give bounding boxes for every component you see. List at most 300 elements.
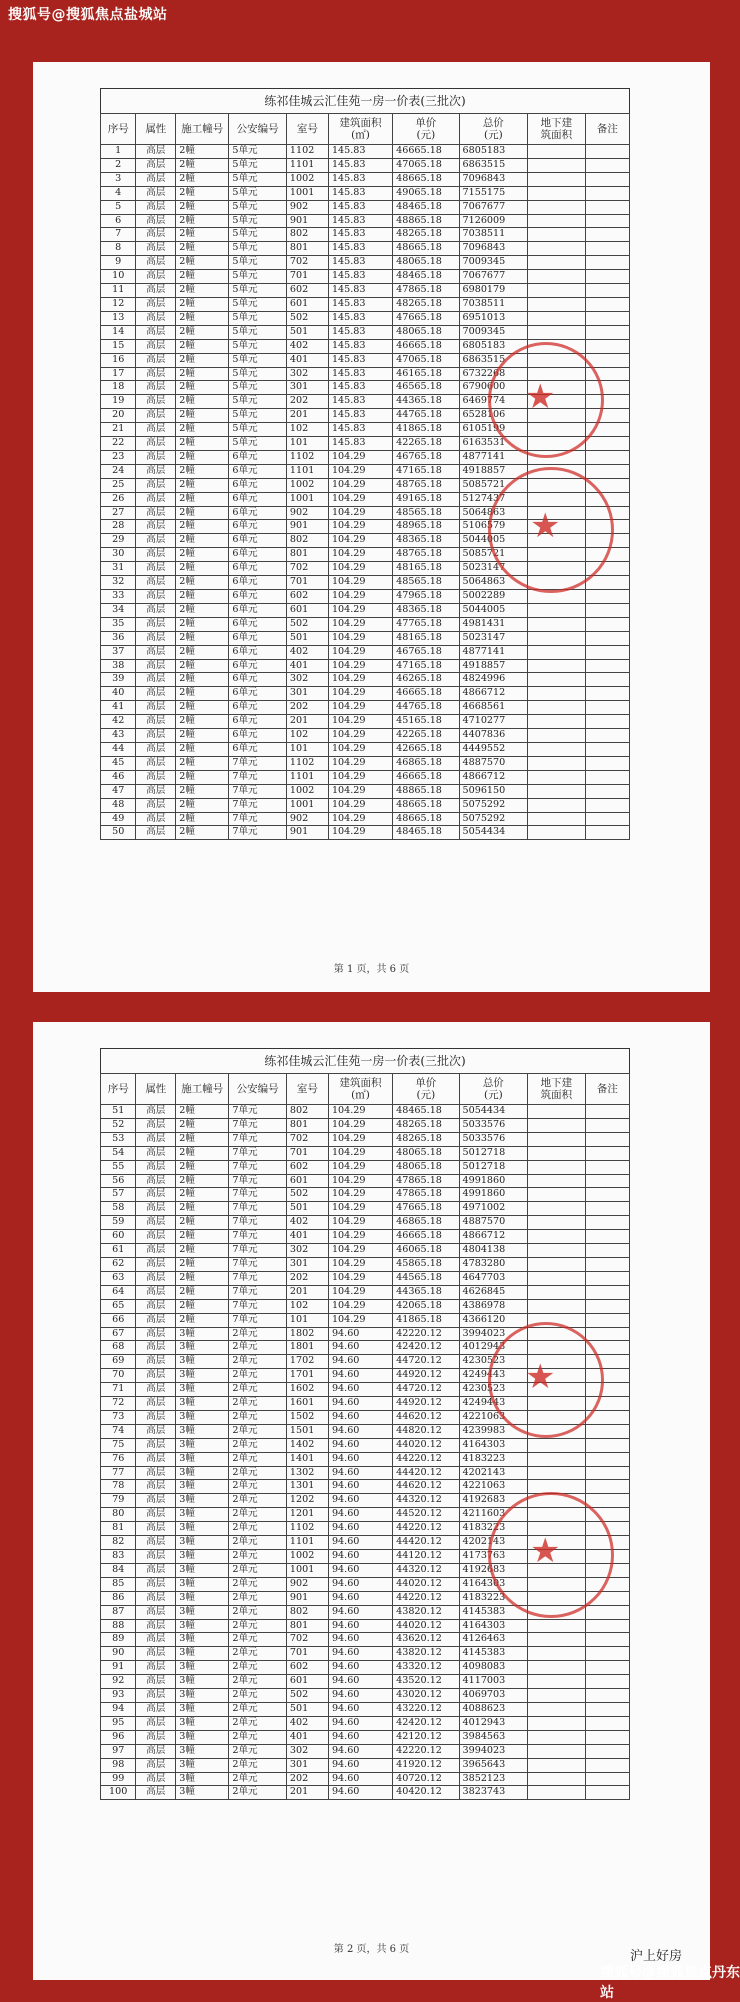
cell-note: [585, 1494, 629, 1508]
cell-note: [585, 1772, 629, 1786]
cell-basement: [528, 1647, 586, 1661]
cell-type: 高层: [136, 1355, 176, 1369]
cell-building: 2幢: [176, 673, 229, 687]
cell-type: 高层: [136, 395, 176, 409]
cell-area: 145.83: [328, 186, 392, 200]
cell-room: 301: [286, 687, 328, 701]
cell-note: [585, 1689, 629, 1703]
cell-room: 1602: [286, 1383, 328, 1397]
cell-type: 高层: [136, 1438, 176, 1452]
cell-building: 2幢: [176, 756, 229, 770]
cell-num: 18: [101, 381, 136, 395]
cell-num: 60: [101, 1230, 136, 1244]
table-row: [101, 297, 630, 311]
table-row: [101, 1758, 630, 1772]
cell-unit: 2单元: [229, 1466, 287, 1480]
cell-total: 7038511: [459, 297, 528, 311]
cell-room: 1601: [286, 1397, 328, 1411]
cell-note: [585, 1619, 629, 1633]
cell-room: 402: [286, 1216, 328, 1230]
cell-room: 502: [286, 1689, 328, 1703]
cell-price: 44220.12: [393, 1591, 459, 1605]
cell-type: 高层: [136, 1244, 176, 1258]
cell-building: 2幢: [176, 1118, 229, 1132]
cell-num: 77: [101, 1466, 136, 1480]
cell-total: 5044005: [459, 603, 528, 617]
cell-unit: 2单元: [229, 1424, 287, 1438]
cell-room: 1101: [286, 158, 328, 172]
cell-num: 22: [101, 437, 136, 451]
cell-price: 42420.12: [393, 1341, 459, 1355]
cell-area: 104.29: [328, 492, 392, 506]
cell-building: 2幢: [176, 437, 229, 451]
cell-basement: [528, 1118, 586, 1132]
cell-room: 1201: [286, 1508, 328, 1522]
cell-price: 43820.12: [393, 1647, 459, 1661]
cell-type: 高层: [136, 1216, 176, 1230]
cell-total: 5054434: [459, 826, 528, 840]
cell-room: 602: [286, 590, 328, 604]
cell-room: 502: [286, 617, 328, 631]
cell-total: 4221063: [459, 1480, 528, 1494]
cell-area: 94.60: [328, 1661, 392, 1675]
cell-note: [585, 1188, 629, 1202]
cell-unit: 5单元: [229, 395, 287, 409]
cell-basement: [528, 1689, 586, 1703]
cell-basement: [528, 1202, 586, 1216]
cell-room: 1501: [286, 1424, 328, 1438]
cell-num: 17: [101, 367, 136, 381]
cell-building: 2幢: [176, 548, 229, 562]
cell-note: [585, 701, 629, 715]
cell-room: 402: [286, 339, 328, 353]
cell-building: 2幢: [176, 172, 229, 186]
cell-num: 2: [101, 158, 136, 172]
cell-price: 46865.18: [393, 1216, 459, 1230]
cell-area: 145.83: [328, 381, 392, 395]
cell-type: 高层: [136, 506, 176, 520]
cell-price: 44765.18: [393, 701, 459, 715]
cell-building: 2幢: [176, 659, 229, 673]
cell-room: 1001: [286, 798, 328, 812]
cell-area: 104.29: [328, 1271, 392, 1285]
cell-num: 14: [101, 325, 136, 339]
cell-unit: 5单元: [229, 353, 287, 367]
cell-type: 高层: [136, 242, 176, 256]
cell-total: 4164303: [459, 1619, 528, 1633]
cell-basement: [528, 1257, 586, 1271]
cell-num: 96: [101, 1730, 136, 1744]
cell-num: 31: [101, 562, 136, 576]
cell-note: [585, 1466, 629, 1480]
cell-type: 高层: [136, 186, 176, 200]
cell-type: 高层: [136, 423, 176, 437]
cell-num: 45: [101, 756, 136, 770]
cell-total: 7009345: [459, 325, 528, 339]
cell-type: 高层: [136, 214, 176, 228]
header-room: 室号: [286, 1074, 328, 1105]
cell-basement: [528, 659, 586, 673]
cell-type: 高层: [136, 1341, 176, 1355]
cell-room: 1301: [286, 1480, 328, 1494]
cell-total: 5033576: [459, 1132, 528, 1146]
table-row: [101, 798, 630, 812]
cell-building: 2幢: [176, 798, 229, 812]
cell-unit: 7单元: [229, 784, 287, 798]
cell-note: [585, 1216, 629, 1230]
cell-num: 74: [101, 1424, 136, 1438]
cell-unit: 2单元: [229, 1494, 287, 1508]
cell-room: 1102: [286, 756, 328, 770]
table-row: [101, 784, 630, 798]
cell-area: 104.29: [328, 590, 392, 604]
cell-unit: 7单元: [229, 770, 287, 784]
cell-total: 7155175: [459, 186, 528, 200]
page-footer: 第 1 页，共 6 页: [333, 964, 410, 975]
table-row: [101, 1619, 630, 1633]
cell-building: 3幢: [176, 1550, 229, 1564]
cell-note: [585, 1257, 629, 1271]
cell-basement: [528, 770, 586, 784]
cell-basement: [528, 1105, 586, 1119]
cell-unit: 6单元: [229, 715, 287, 729]
cell-type: 高层: [136, 1188, 176, 1202]
cell-room: 1002: [286, 784, 328, 798]
table-row: [101, 1452, 630, 1466]
cell-price: 48065.18: [393, 325, 459, 339]
cell-type: 高层: [136, 1327, 176, 1341]
cell-area: 94.60: [328, 1369, 392, 1383]
cell-basement: [528, 186, 586, 200]
cell-type: 高层: [136, 645, 176, 659]
cell-num: 72: [101, 1397, 136, 1411]
cell-price: 46665.18: [393, 1230, 459, 1244]
cell-area: 104.29: [328, 506, 392, 520]
cell-price: 44220.12: [393, 1452, 459, 1466]
cell-type: 高层: [136, 576, 176, 590]
cell-note: [585, 450, 629, 464]
cell-note: [585, 1160, 629, 1174]
cell-basement: [528, 228, 586, 242]
cell-total: 4202143: [459, 1536, 528, 1550]
table-header-row: [101, 114, 630, 145]
cell-unit: 7单元: [229, 1202, 287, 1216]
cell-num: 66: [101, 1313, 136, 1327]
cell-total: 4164303: [459, 1577, 528, 1591]
cell-basement: [528, 1216, 586, 1230]
cell-area: 104.29: [328, 520, 392, 534]
cell-note: [585, 1327, 629, 1341]
cell-total: 4145383: [459, 1605, 528, 1619]
cell-unit: 5单元: [229, 409, 287, 423]
table-row: [101, 1105, 630, 1119]
cell-type: 高层: [136, 381, 176, 395]
cell-num: 1: [101, 145, 136, 159]
cell-type: 高层: [136, 200, 176, 214]
cell-basement: [528, 1633, 586, 1647]
cell-unit: 6单元: [229, 450, 287, 464]
cell-building: 2幢: [176, 590, 229, 604]
cell-type: 高层: [136, 367, 176, 381]
cell-unit: 2单元: [229, 1355, 287, 1369]
cell-total: 3994023: [459, 1744, 528, 1758]
cell-price: 43020.12: [393, 1689, 459, 1703]
cell-basement: [528, 631, 586, 645]
cell-price: 47865.18: [393, 1188, 459, 1202]
cell-unit: 7单元: [229, 1146, 287, 1160]
cell-area: 94.60: [328, 1605, 392, 1619]
cell-type: 高层: [136, 603, 176, 617]
cell-type: 高层: [136, 1508, 176, 1522]
cell-total: 6528106: [459, 409, 528, 423]
cell-area: 104.29: [328, 617, 392, 631]
cell-note: [585, 1452, 629, 1466]
header-num: 序号: [101, 1074, 136, 1105]
cell-unit: 6单元: [229, 631, 287, 645]
cell-basement: [528, 145, 586, 159]
cell-room: 702: [286, 256, 328, 270]
cell-area: 94.60: [328, 1355, 392, 1369]
cell-unit: 6单元: [229, 506, 287, 520]
cell-unit: 2单元: [229, 1647, 287, 1661]
cell-price: 44565.18: [393, 1271, 459, 1285]
cell-building: 2幢: [176, 687, 229, 701]
cell-type: 高层: [136, 631, 176, 645]
cell-unit: 5单元: [229, 325, 287, 339]
cell-area: 145.83: [328, 311, 392, 325]
table-row: [101, 228, 630, 242]
cell-price: 48465.18: [393, 1105, 459, 1119]
cell-note: [585, 631, 629, 645]
table-row: [101, 1285, 630, 1299]
cell-area: 145.83: [328, 145, 392, 159]
cell-num: 58: [101, 1202, 136, 1216]
cell-note: [585, 437, 629, 451]
cell-basement: [528, 1744, 586, 1758]
cell-type: 高层: [136, 492, 176, 506]
cell-basement: [528, 1452, 586, 1466]
header-num: 序号: [101, 114, 136, 145]
cell-area: 145.83: [328, 214, 392, 228]
cell-room: 501: [286, 631, 328, 645]
cell-area: 145.83: [328, 339, 392, 353]
table-row: [101, 1202, 630, 1216]
cell-note: [585, 798, 629, 812]
cell-price: 44420.12: [393, 1536, 459, 1550]
cell-num: 25: [101, 478, 136, 492]
cell-price: 48665.18: [393, 812, 459, 826]
cell-building: 2幢: [176, 186, 229, 200]
cell-building: 2幢: [176, 715, 229, 729]
cell-price: 49165.18: [393, 492, 459, 506]
cell-unit: 2单元: [229, 1480, 287, 1494]
table-row: [101, 1174, 630, 1188]
table-row: [101, 631, 630, 645]
cell-num: 67: [101, 1327, 136, 1341]
cell-price: 44765.18: [393, 409, 459, 423]
cell-total: 4012943: [459, 1341, 528, 1355]
seal-star-icon: ★: [525, 1357, 556, 1397]
cell-price: 42265.18: [393, 437, 459, 451]
cell-area: 145.83: [328, 297, 392, 311]
cell-area: 104.29: [328, 548, 392, 562]
header-note: 备注: [585, 114, 629, 145]
cell-type: 高层: [136, 409, 176, 423]
cell-area: 104.29: [328, 812, 392, 826]
cell-area: 104.29: [328, 826, 392, 840]
cell-total: 4991860: [459, 1174, 528, 1188]
cell-unit: 2单元: [229, 1383, 287, 1397]
cell-area: 145.83: [328, 395, 392, 409]
cell-area: 94.60: [328, 1424, 392, 1438]
cell-note: [585, 200, 629, 214]
cell-type: 高层: [136, 1369, 176, 1383]
cell-type: 高层: [136, 1146, 176, 1160]
cell-num: 41: [101, 701, 136, 715]
cell-total: 4824996: [459, 673, 528, 687]
cell-total: 4249443: [459, 1397, 528, 1411]
cell-price: 43520.12: [393, 1675, 459, 1689]
cell-building: 2幢: [176, 1299, 229, 1313]
cell-price: 42420.12: [393, 1716, 459, 1730]
cell-basement: [528, 826, 586, 840]
cell-total: 4098083: [459, 1661, 528, 1675]
table-row: [101, 687, 630, 701]
table-row: [101, 1702, 630, 1716]
cell-building: 3幢: [176, 1452, 229, 1466]
cell-note: [585, 1285, 629, 1299]
cell-type: 高层: [136, 812, 176, 826]
cell-room: 701: [286, 576, 328, 590]
cell-total: 7126009: [459, 214, 528, 228]
cell-area: 94.60: [328, 1675, 392, 1689]
cell-note: [585, 1118, 629, 1132]
table-body: [101, 1105, 630, 1800]
cell-note: [585, 812, 629, 826]
cell-area: 104.29: [328, 1160, 392, 1174]
cell-note: [585, 145, 629, 159]
cell-price: 45165.18: [393, 715, 459, 729]
table-row: [101, 1160, 630, 1174]
table-row: [101, 158, 630, 172]
cell-num: 63: [101, 1271, 136, 1285]
cell-num: 55: [101, 1160, 136, 1174]
watermark-logo: 沪上好房: [630, 1949, 683, 1964]
cell-note: [585, 826, 629, 840]
page-footer: 第 2 页，共 6 页: [333, 1944, 410, 1955]
cell-building: 3幢: [176, 1355, 229, 1369]
watermark-bottom: 搜狐号@搜狐焦点丹东站: [600, 1965, 740, 2001]
table-title: 练祁佳城云汇佳苑一房一价表(三批次): [100, 88, 630, 113]
cell-building: 2幢: [176, 200, 229, 214]
header-area: 建筑面积 (㎡): [328, 1074, 392, 1105]
cell-building: 3幢: [176, 1494, 229, 1508]
cell-area: 145.83: [328, 200, 392, 214]
cell-building: 2幢: [176, 395, 229, 409]
cell-price: 48465.18: [393, 270, 459, 284]
cell-num: 47: [101, 784, 136, 798]
cell-area: 104.29: [328, 1299, 392, 1313]
cell-area: 104.29: [328, 715, 392, 729]
cell-num: 59: [101, 1216, 136, 1230]
cell-unit: 5单元: [229, 297, 287, 311]
cell-note: [585, 1244, 629, 1258]
cell-note: [585, 1230, 629, 1244]
cell-room: 201: [286, 409, 328, 423]
cell-unit: 5单元: [229, 284, 287, 298]
cell-room: 602: [286, 1160, 328, 1174]
cell-total: 5106579: [459, 520, 528, 534]
cell-price: 49065.18: [393, 186, 459, 200]
cell-price: 48465.18: [393, 826, 459, 840]
cell-type: 高层: [136, 1522, 176, 1536]
table-row: [101, 1244, 630, 1258]
cell-building: 2幢: [176, 339, 229, 353]
cell-unit: 7单元: [229, 756, 287, 770]
cell-total: 4069703: [459, 1689, 528, 1703]
cell-basement: [528, 729, 586, 743]
cell-room: 101: [286, 1313, 328, 1327]
cell-basement: [528, 617, 586, 631]
cell-num: 87: [101, 1605, 136, 1619]
table-row: [101, 200, 630, 214]
cell-num: 81: [101, 1522, 136, 1536]
cell-price: 44920.12: [393, 1397, 459, 1411]
cell-unit: 7单元: [229, 1132, 287, 1146]
cell-type: 高层: [136, 1105, 176, 1119]
cell-area: 145.83: [328, 353, 392, 367]
cell-unit: 7单元: [229, 1118, 287, 1132]
cell-basement: [528, 687, 586, 701]
header-building: 施工幢号: [176, 114, 229, 145]
cell-building: 2幢: [176, 770, 229, 784]
cell-num: 53: [101, 1132, 136, 1146]
cell-num: 21: [101, 423, 136, 437]
cell-price: 44620.12: [393, 1480, 459, 1494]
cell-type: 高层: [136, 1550, 176, 1564]
cell-room: 1001: [286, 1563, 328, 1577]
cell-type: 高层: [136, 437, 176, 451]
cell-unit: 6单元: [229, 645, 287, 659]
cell-num: 37: [101, 645, 136, 659]
cell-price: 46765.18: [393, 645, 459, 659]
cell-area: 104.29: [328, 756, 392, 770]
cell-unit: 7单元: [229, 1160, 287, 1174]
cell-building: 2幢: [176, 1216, 229, 1230]
cell-total: 4668561: [459, 701, 528, 715]
cell-room: 401: [286, 353, 328, 367]
cell-building: 3幢: [176, 1661, 229, 1675]
cell-total: 4877141: [459, 450, 528, 464]
cell-room: 1001: [286, 186, 328, 200]
cell-area: 94.60: [328, 1410, 392, 1424]
cell-note: [585, 172, 629, 186]
cell-room: 502: [286, 1188, 328, 1202]
cell-area: 104.29: [328, 1132, 392, 1146]
cell-building: 2幢: [176, 450, 229, 464]
cell-area: 145.83: [328, 242, 392, 256]
cell-type: 高层: [136, 1619, 176, 1633]
cell-room: 802: [286, 228, 328, 242]
cell-price: 47665.18: [393, 1202, 459, 1216]
cell-room: 801: [286, 242, 328, 256]
cell-area: 94.60: [328, 1466, 392, 1480]
cell-note: [585, 297, 629, 311]
header-area: 建筑面积 (㎡): [328, 114, 392, 145]
cell-total: 4407836: [459, 729, 528, 743]
cell-unit: 5单元: [229, 214, 287, 228]
cell-num: 80: [101, 1508, 136, 1522]
